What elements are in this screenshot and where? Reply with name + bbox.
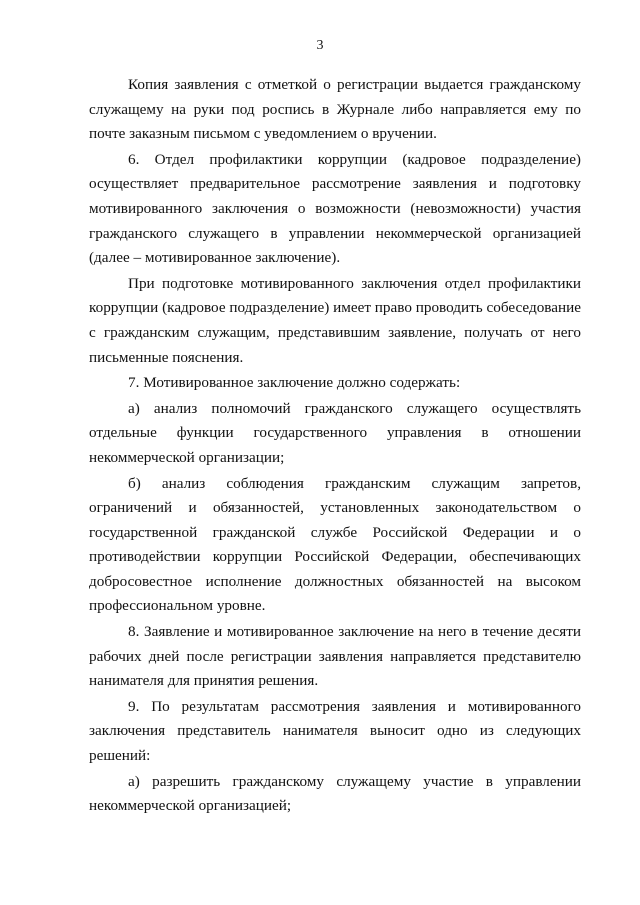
paragraph-9a-permit: а) разрешить гражданскому служащему участие в управлении некоммерческой организацией; [89, 772, 581, 815]
paragraph-8-submission: 8. Заявление и мотивированное заключение на него в течение десяти рабочих дней после регистрации заявления направляется представителю нанимателя для принятия решения. [89, 623, 581, 690]
paragraph-copy-issuance: Копия заявления с отметкой о регистрации выдается гражданскому служащему на руки под роспись в Журнале либо направляется ему по почте заказным письмом с уведомлением о вручении. [89, 76, 581, 143]
paragraph-7a-powers-analysis: а) анализ полномочий гражданского служащего осуществлять отдельные функции государственного управления в отношении некоммерческой организации; [89, 399, 581, 466]
paragraph-7-conclusion-content: 7. Мотивированное заключение должно содержать: [128, 374, 461, 392]
paragraph-6-preliminary-review: 6. Отдел профилактики коррупции (кадровое подразделение) осуществляет предварительное рассмотрение заявления и подготовку мотивированного заключения о возможности (невозможности) участия гражданского служащего в управлении некоммерческой организацией (далее – мотивированное заключение). [89, 150, 581, 267]
paragraph-interview-right: При подготовке мотивированного заключения отдел профилактики коррупции (кадровое подразделение) имеет право проводить собеседование с гражданским служащим, представившим заявление, получать от него письменные пояснения. [89, 274, 581, 366]
paragraph-9-decisions: 9. По результатам рассмотрения заявления и мотивированного заключения представитель нанимателя выносит одно из следующих решений: [89, 697, 581, 765]
paragraph-7b-compliance-analysis: б) анализ соблюдения гражданским служащим запретов, ограничений и обязанностей, установленных законодательством о государственной гражданской службе Российской Федерации и о противодействии коррупции Российской Федерации, обеспечивающих добросовестное исполнение должностных обязанностей на высоком профессиональном уровне. [89, 474, 581, 615]
document-body [89, 73, 581, 820]
page-number: 3 [316, 38, 324, 53]
